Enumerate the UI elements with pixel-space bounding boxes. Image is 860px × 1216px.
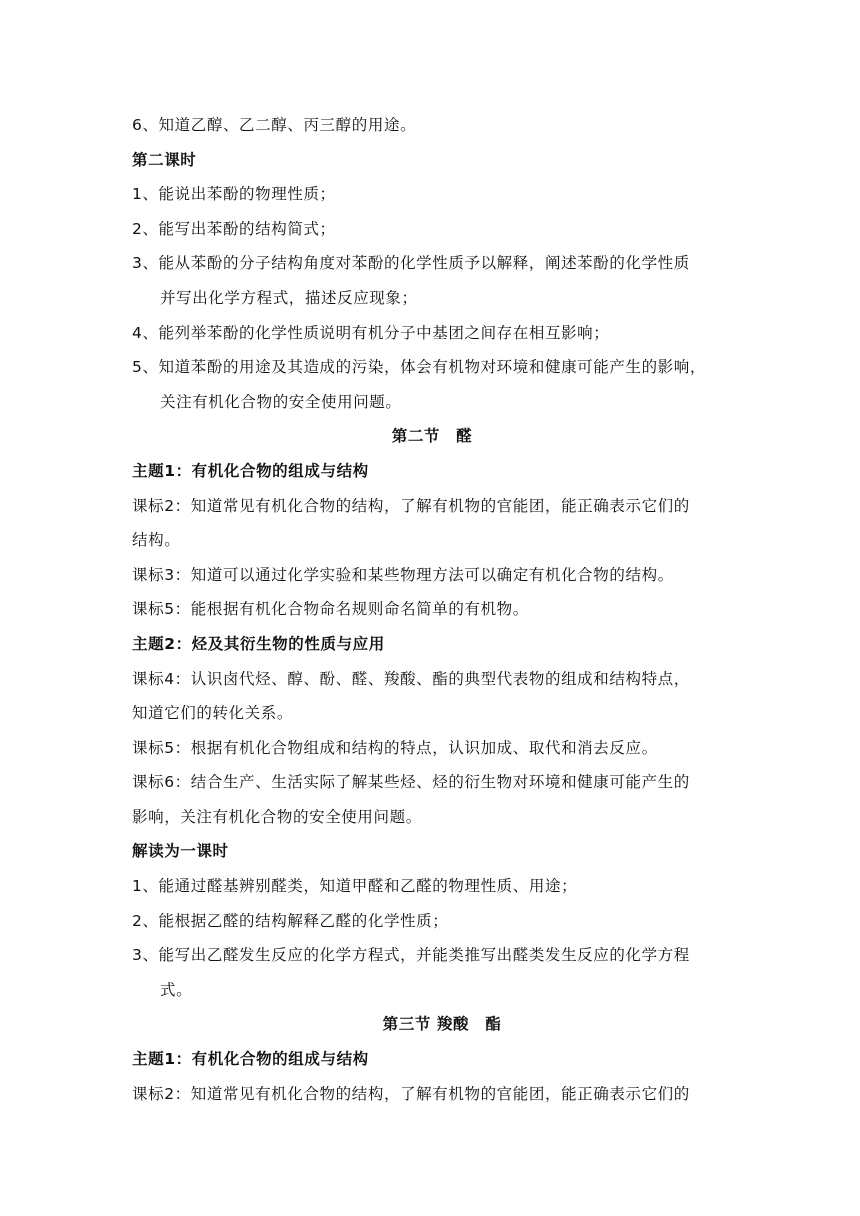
text-line: 主题1：有机化合物的组成与结构 (132, 461, 369, 480)
text-line: 2、能写出苯酚的结构简式； (132, 219, 336, 238)
text-line: 课标5：根据有机化合物组成和结构的特点，认识加成、取代和消去反应。 (132, 738, 658, 757)
text-line: 课标2：知道常见有机化合物的结构，了解有机物的官能团，能正确表示它们的 (132, 496, 690, 515)
text-line: 3、能从苯酚的分子结构角度对苯酚的化学性质予以解释，阐述苯酚的化学性质 (132, 254, 690, 273)
text-line: 1、能通过醛基辨别醛类，知道甲醛和乙醛的物理性质、用途； (132, 877, 578, 896)
text-line: 2、能根据乙醛的结构解释乙醛的化学性质； (132, 911, 449, 930)
text-line: 知道它们的转化关系。 (132, 704, 294, 723)
text-line: 第二课时 (132, 150, 197, 169)
text-line: 3、能写出乙醛发生反应的化学方程式，并能类推写出醛类发生反应的化学方程 (132, 946, 690, 965)
text-line: 主题2：烃及其衍生物的性质与应用 (132, 634, 385, 653)
text-line: 课标5：能根据有机化合物命名规则命名简单的有机物。 (132, 600, 529, 619)
text-line: 式。 (160, 980, 193, 999)
text-line: 课标4：认识卤代烃、醇、酚、醛、羧酸、酯的典型代表物的组成和结构特点， (132, 669, 690, 688)
text-line: 4、能列举苯酚的化学性质说明有机分子中基团之间存在相互影响； (132, 323, 610, 342)
text-line: 关注有机化合物的安全使用问题。 (160, 392, 402, 411)
text-line: 解读为一课时 (132, 842, 229, 861)
text-line: 课标3：知道可以通过化学实验和某些物理方法可以确定有机化合物的结构。 (132, 565, 674, 584)
text-line: 结构。 (132, 531, 181, 550)
text-line: 5、知道苯酚的用途及其造成的污染，体会有机物对环境和健康可能产生的影响， (132, 358, 706, 377)
text-line: 影响，关注有机化合物的安全使用问题。 (132, 807, 422, 826)
text-line: 第二节 醛 (391, 427, 473, 446)
text-line: 并写出化学方程式，描述反应现象； (160, 288, 418, 307)
document-body (132, 108, 732, 1111)
text-line: 课标2：知道常见有机化合物的结构，了解有机物的官能团，能正确表示它们的 (132, 1084, 690, 1103)
text-line: 主题1：有机化合物的组成与结构 (132, 1050, 369, 1069)
text-line: 课标6：结合生产、生活实际了解某些烃、烃的衍生物对环境和健康可能产生的 (132, 773, 690, 792)
text-line: 第三节 羧酸 酯 (382, 1015, 502, 1034)
text-line: 6、知道乙醇、乙二醇、丙三醇的用途。 (132, 116, 417, 134)
text-line: 1、能说出苯酚的物理性质； (132, 185, 336, 204)
